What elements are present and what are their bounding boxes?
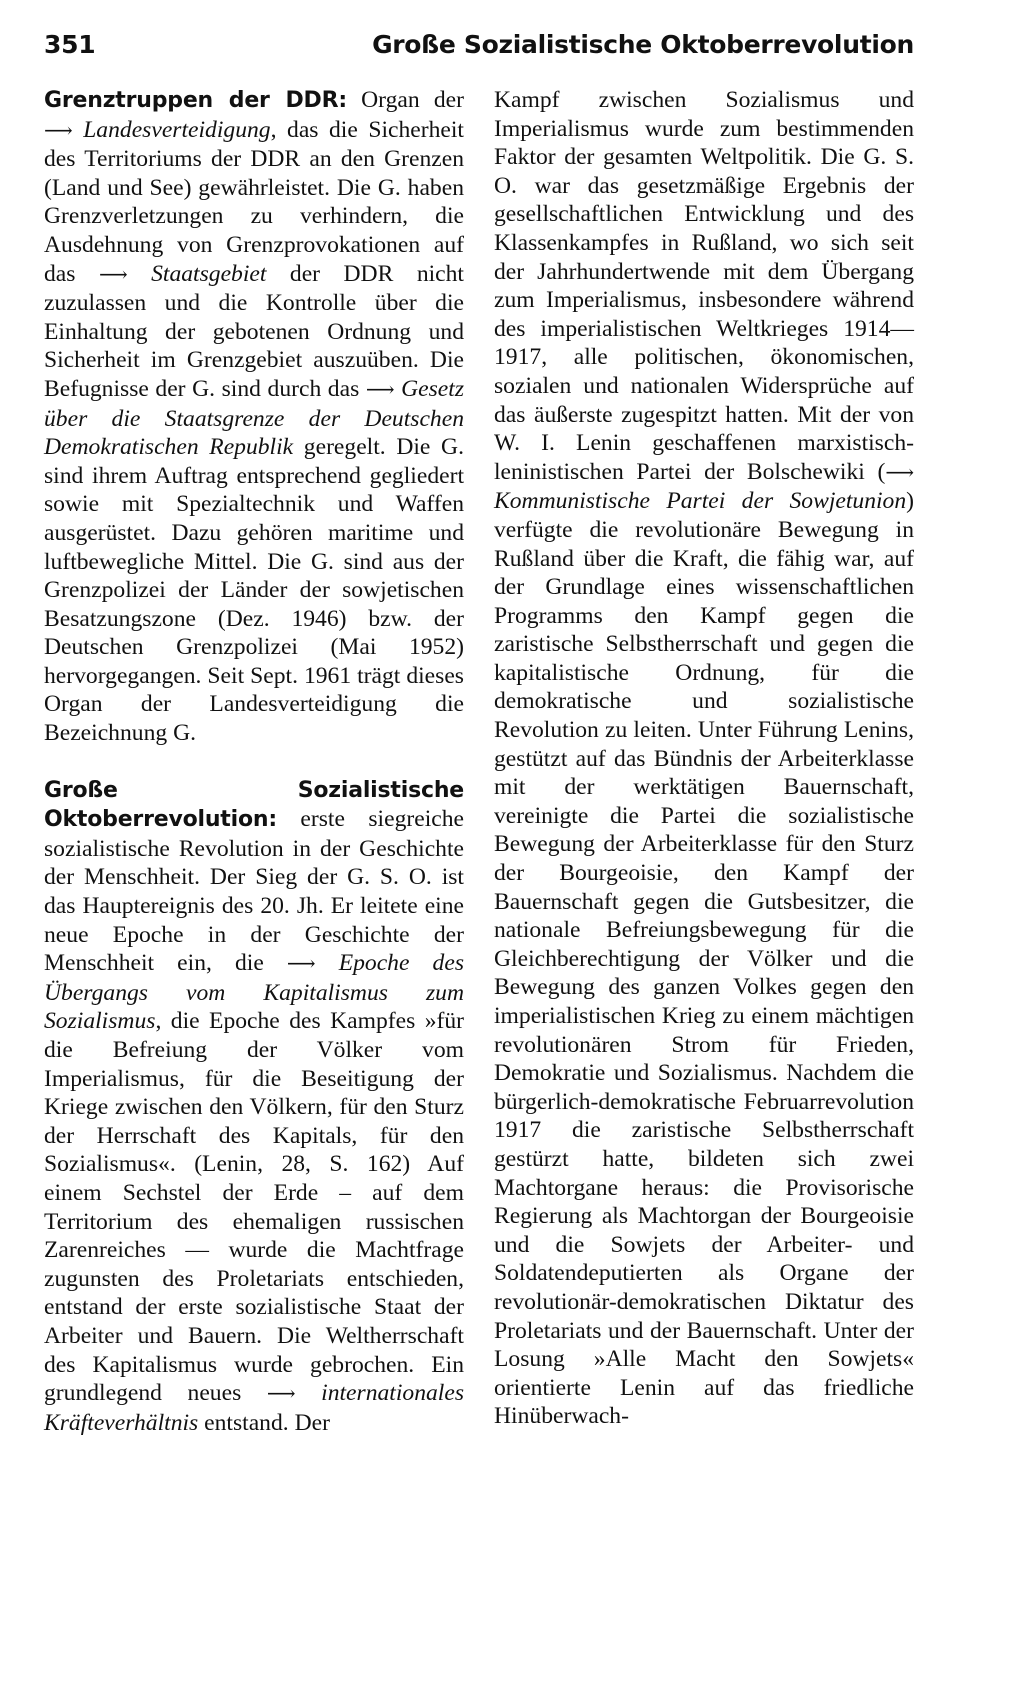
- cross-reference-arrow-icon: ⟶: [286, 953, 316, 976]
- text-columns: [44, 86, 914, 1437]
- cross-reference-arrow-icon: ⟶: [98, 263, 128, 286]
- cross-reference-link[interactable]: internationales Kräfteverhältnis: [44, 1380, 465, 1436]
- entry-lemma: Große Sozialistische Oktoberrevolution:: [44, 777, 464, 833]
- entry-text: entstand. Der: [198, 1409, 330, 1436]
- entry-oktoberrevolution-continued: [494, 86, 914, 1431]
- page-header: [44, 30, 914, 70]
- cross-reference-arrow-icon: ⟶: [365, 378, 395, 401]
- cross-reference-link[interactable]: Gesetz über die Staatsgrenze der Deutschen Demokratischen Republik: [44, 375, 464, 461]
- cross-reference-arrow-icon: ⟶: [266, 1383, 296, 1406]
- entry-text: der DDR nicht zuzulassen und die Kontrolle über die Einhaltung der gebotenen Ordnung und Sicherheit im Grenzgebiet auszuüben. Die Befugnisse der G. sind durch das: [44, 260, 464, 402]
- entry-text: , das die Sicherheit des Territoriums der DDR an den Grenzen (Land und See) gewährleistet. Die G. haben Grenzverletzungen zu verhindern, die Ausdehnung von Grenzprovokationen auf das: [44, 116, 464, 287]
- entry-body: [44, 776, 464, 1438]
- entry-oktoberrevolution: [44, 776, 464, 1438]
- cross-reference-link[interactable]: Staatsgebiet: [151, 260, 267, 287]
- cross-reference-link[interactable]: Epoche des Übergangs vom Kapitalismus zum Sozialismus: [44, 950, 464, 1035]
- entry-text: ) verfügte die revolutionäre Bewegung in Rußland über die Kraft, die fähig war, auf der Grundlage eines wissenschaftlichen Programms den Kampf gegen die zaristische Selbstherrschaft und gegen die kapitalistische Ordnung, für die demokratische und sozialistische Revolution zu leiten. Unter Führung Lenins, gestützt auf das Bündnis der Arbeiterklasse mit der werktätigen Bauernschaft, vereinigte die Partei die sozialistische Bewegung der Arbeiterklasse für den Sturz der Bourgeoisie, den Kampf der Bauernschaft gegen die Gutsbesitzer, die nationale Befreiungsbewegung für die Gleichberechtigung der Völker und die Bewegung des ganzen Volkes gegen den imperialistischen Krieg zu einem mächtigen revolutionären Strom für Frieden, Demokratie und Sozialismus. Nachdem die bürgerlich-demokratische Februarrevolution 1917 die zaristische Selbstherrschaft gestürzt hatte, bildeten sich zwei Machtorgane heraus: die Provisorische Regierung als Machtorgan der Bourgeoisie und die Sowjets der Arbeiter- und Soldatendeputierten als Organe der revolutionär-demokratischen Diktatur des Proletariats und der Bauernschaft. Unter der Losung »Alle Macht den Sowjets« orientierte Lenin auf das friedliche Hinüberwach-: [494, 488, 914, 1430]
- cross-reference-link[interactable]: Kommunistische Partei der Sowjetunion: [494, 488, 907, 515]
- cross-reference-arrow-icon: ⟶: [44, 119, 73, 142]
- entry-text: Organ der: [346, 87, 464, 113]
- entry-lemma: Grenztruppen der DDR:: [44, 88, 347, 113]
- entry-text: , die Epoche des Kampfes »für die Befreiung der Völker vom Imperialismus, für die Beseitigung der Kriege zwischen den Völkern, für den Sturz der Herrschaft des Kapitals, für den Sozialismus«. (Lenin, 28, S. 162) Auf einem Sechstel der Erde – auf dem Territorium des ehemaligen russischen Zarenreiches — wurde die Machtfrage zugunsten des Proletariats entschieden, entstand der erste sozialistische Staat der Arbeiter und Bauern. Die Weltherrschaft des Kapitalismus wurde gebrochen. Ein grundlegend neues: [44, 1008, 464, 1407]
- entry-body: [44, 86, 464, 748]
- running-title: Große Sozialistische Oktoberrevolution: [372, 30, 914, 59]
- entry-text: Kampf zwischen Sozialismus und Imperialismus wurde zum bestimmenden Faktor der gesamten Weltpolitik. Die G. S. O. war das gesetzmäßige Ergebnis der gesellschaftlichen Entwicklung und des Klassenkampfes in Rußland, wo sich seit der Jahrhundertwende mit dem Übergang zum Imperialismus, insbesondere während des imperialistischen Weltkrieges 1914—1917, alle politischen, ökonomischen, sozialen und nationalen Widersprüche auf das äußerste zugespitzt hatten. Mit der von W. I. Lenin geschaffenen marxistisch-leninistischen Partei der Bolschewiki (: [494, 87, 914, 485]
- entry-text: geregelt. Die G. sind ihrem Auftrag entsprechend gegliedert sowie mit Spezialtechnik und Waffen ausgerüstet. Dazu gehören maritime und luftbewegliche Mittel. Die G. sind aus der Grenzpolizei der Länder der sowjetischen Besatzungszone (Dez. 1946) bzw. der Deutschen Grenzpolizei (Mai 1952) hervorgegangen. Seit Sept. 1961 trägt dieses Organ der Landesverteidigung die Bezeichnung G.: [44, 434, 464, 747]
- entry-body: [494, 86, 914, 1431]
- entry-grenztruppen: [44, 86, 464, 748]
- left-column: [44, 86, 464, 1437]
- page-number: 351: [44, 30, 96, 59]
- cross-reference-arrow-icon: ⟶: [885, 461, 914, 484]
- entry-text: erste siegreiche sozialistische Revolution in der Geschichte der Menschheit. Der Sieg der G. S. O. ist das Hauptereignis des 20. Jh. Er leitete eine neue Epoche in der Geschichte der Menschheit ein, die: [44, 806, 464, 977]
- cross-reference-link[interactable]: Landesverteidigung: [83, 116, 271, 143]
- right-column: [494, 86, 914, 1437]
